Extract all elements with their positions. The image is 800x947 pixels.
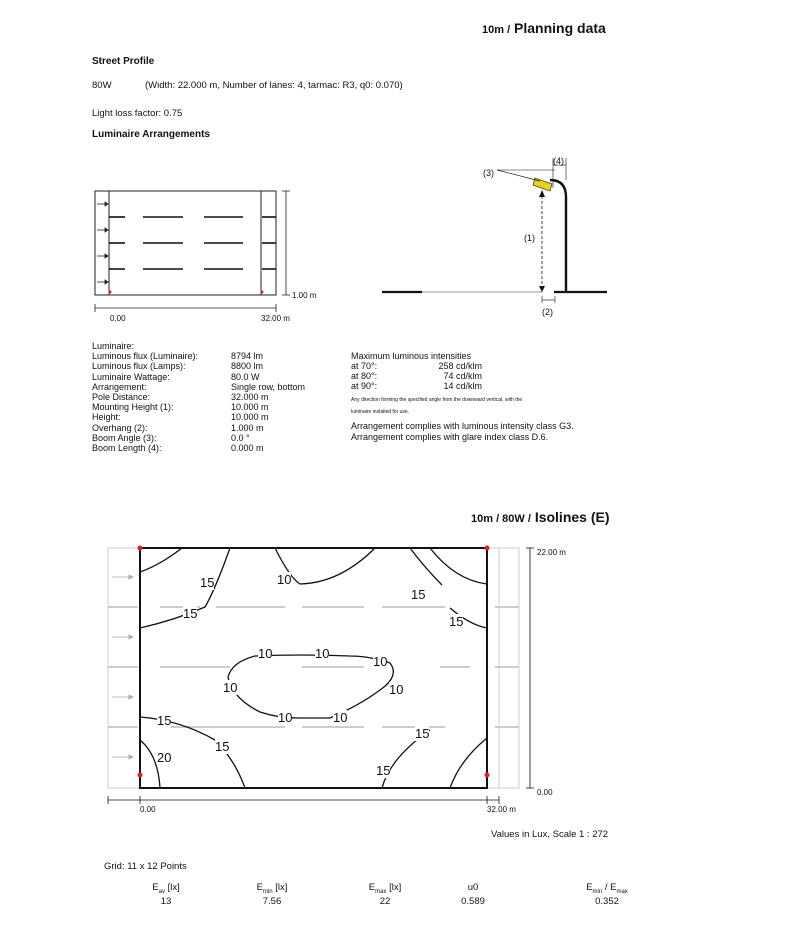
spec-label: Mounting Height (1): — [92, 402, 174, 413]
pole-label-mounting-height: (1) — [524, 233, 535, 243]
ratio-sub-max: max — [616, 888, 628, 895]
spec-value: 0.0 ° — [231, 432, 250, 443]
isoline-label: 10 — [278, 710, 293, 725]
spec-label: Luminous flux (Luminaire): — [92, 351, 199, 362]
spec-label: Luminaire: — [92, 341, 135, 351]
spec-value: 0.000 m — [231, 443, 264, 454]
compliance-glare: Arrangement complies with glare index class D.6. — [351, 432, 549, 442]
arrangement-height-label: 1.00 m — [292, 291, 317, 300]
isoline-label: 15 — [183, 606, 198, 621]
isoline-label: 10 — [258, 646, 273, 661]
street-profile-details: (Width: 22.000 m, Number of lanes: 4, tarmac: R3, q0: 0.070) — [145, 80, 403, 91]
e-av-label — [136, 882, 196, 895]
isoline-label: 20 — [157, 750, 172, 765]
isoline-label: 10 — [333, 710, 348, 725]
e-max-unit: [lx] — [386, 882, 402, 893]
spec-value: 32.000 m — [231, 392, 269, 402]
intensity-angle: at 70°: — [351, 361, 378, 371]
spec-label: Overhang (2): — [92, 422, 148, 433]
e-min-value: 7.56 — [262, 896, 282, 907]
spec-label: Pole Distance: — [92, 392, 151, 403]
isoline-label: 15 — [215, 739, 230, 754]
spec-value: 80.0 W — [231, 371, 260, 382]
arrangement-x-end: 32.00 m — [261, 314, 290, 323]
intensities-heading: Maximum luminous intensities — [351, 351, 472, 361]
isoline-label: 10 — [373, 654, 388, 669]
e-av-value: 13 — [160, 896, 172, 907]
spec-label: Height: — [92, 412, 121, 423]
planning-title-prefix: 10m / — [482, 24, 511, 36]
spec-value: 10.000 m — [231, 402, 269, 413]
spec-value: 8800 lm — [231, 361, 264, 372]
e-av-unit: [lx] — [164, 882, 180, 893]
e-max-sub: max — [375, 888, 387, 895]
e-max-label — [350, 882, 420, 895]
planning-title-main: Planning data — [514, 20, 606, 36]
street-profile-heading: Street Profile — [92, 56, 155, 67]
isoline-label: 15 — [411, 587, 426, 602]
uniformity-ratio-value: 0.352 — [595, 896, 619, 907]
isolines-title-main: Isolines (E) — [534, 509, 610, 525]
isoline-label: 10 — [315, 646, 330, 661]
spec-value: Single row, bottom — [231, 381, 306, 392]
isolines-y-bottom: 0.00 — [537, 788, 553, 797]
intensity-note-line1: Any direction forming the specified angle from the downward vertical, with the — [351, 397, 523, 403]
isolines-scale-note: Values in Lux, Scale 1 : 272 — [491, 829, 609, 840]
e-min-sub: min — [262, 888, 273, 895]
e-av-sub: av — [158, 888, 165, 895]
spec-label: Arrangement: — [92, 381, 147, 392]
intensity-note-line2: luminaire installed for use. — [351, 409, 410, 415]
isoline-label: 15 — [200, 575, 215, 590]
light-loss-factor: Light loss factor: 0.75 — [92, 108, 183, 119]
spec-label: Boom Angle (3): — [92, 432, 157, 443]
spec-value: 1.000 m — [231, 422, 264, 433]
street-profile-lamp: 80W — [92, 80, 112, 91]
e-min-symbol: E — [256, 882, 263, 893]
isolines-x-end: 32.00 m — [487, 805, 516, 814]
ratio-sub-min: min — [592, 888, 603, 895]
spec-value: 8794 lm — [231, 351, 264, 362]
luminaire-arrangements-heading: Luminaire Arrangements — [92, 129, 210, 140]
ratio-symbol: E — [586, 882, 593, 893]
pole-label-overhang: (2) — [542, 307, 553, 317]
grid-points: Grid: 11 x 12 Points — [104, 861, 187, 872]
e-max-value: 22 — [379, 896, 391, 907]
intensity-value: 74 cd/klm — [443, 371, 482, 381]
pole-label-boom-angle: (3) — [483, 168, 494, 178]
u0-label: u0 — [467, 882, 479, 893]
isoline-label: 10 — [223, 680, 238, 695]
isoline-label: 15 — [415, 726, 430, 741]
isolines-x-start: 0.00 — [140, 805, 156, 814]
spec-value: 10.000 m — [231, 412, 269, 423]
intensity-value: 258 cd/klm — [438, 361, 482, 371]
uniformity-ratio-label — [562, 882, 652, 895]
isoline-label: 15 — [449, 614, 464, 629]
u0-value: 0.589 — [461, 896, 485, 907]
spec-label: Boom Length (4): — [92, 443, 162, 454]
e-av-symbol: E — [152, 882, 159, 893]
isoline-label: 10 — [389, 682, 404, 697]
intensity-value: 14 cd/klm — [443, 381, 482, 391]
isoline-label: 15 — [157, 713, 172, 728]
arrangement-x-start: 0.00 — [110, 314, 126, 323]
ratio-sep: / E — [602, 882, 617, 893]
intensity-angle: at 80°: — [351, 371, 378, 381]
isolines-title-prefix: 10m / 80W / — [471, 513, 531, 525]
e-min-unit: [lx] — [272, 882, 288, 893]
spec-label: Luminaire Wattage: — [92, 371, 170, 382]
pole-label-boom-length: (4) — [553, 156, 564, 166]
isolines-y-top: 22.00 m — [537, 548, 566, 557]
isoline-label: 10 — [277, 572, 292, 587]
intensity-angle: at 90°: — [351, 381, 378, 391]
spec-label: Luminous flux (Lamps): — [92, 361, 186, 372]
compliance-intensity: Arrangement complies with luminous intensity class G3. — [351, 421, 574, 431]
isoline-label: 15 — [376, 763, 391, 778]
e-min-label — [237, 882, 307, 895]
e-max-symbol: E — [368, 882, 376, 893]
